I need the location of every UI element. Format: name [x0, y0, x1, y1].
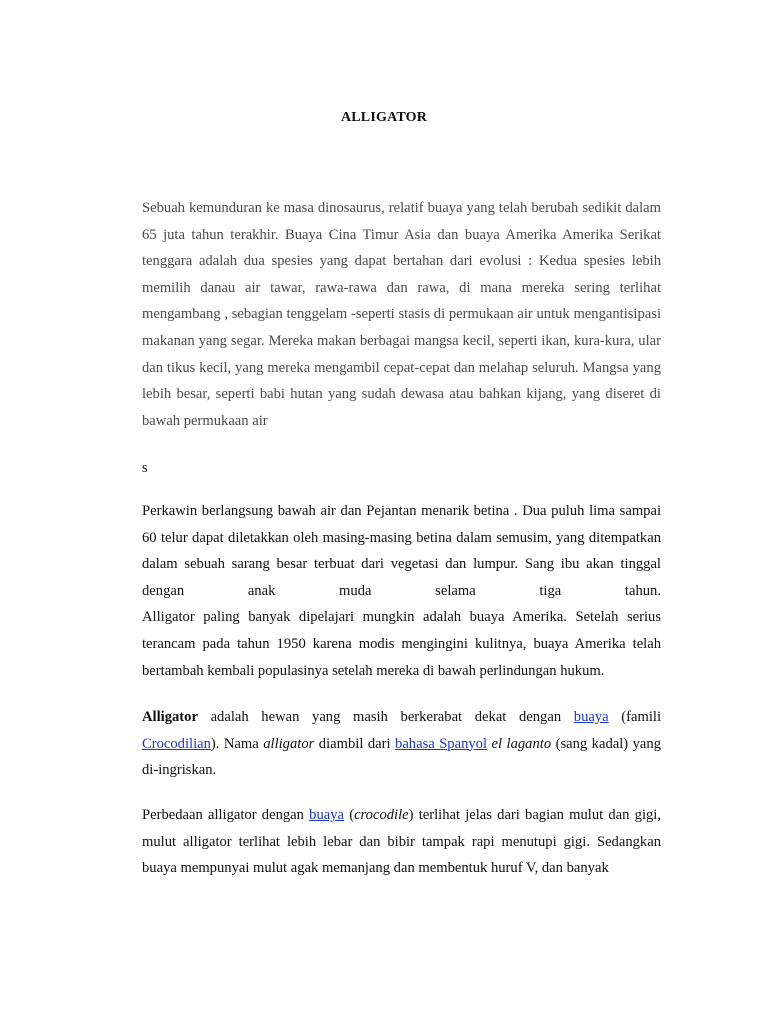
- differences-text-1: Perbedaan alligator dengan: [142, 807, 310, 823]
- paragraph-breeding-sentence-2: Alligator paling banyak dipelajari mungkin adalah buaya Amerika. Setelah serius terancam pada tahun 1950 karena modis mengingini kulitnya, buaya Amerika telah bertambah kembali populasinya setelah mereka di bawah perlindungan hukum.: [142, 609, 661, 679]
- link-buaya[interactable]: buaya: [573, 709, 609, 725]
- term-alligator-bold: Alligator: [142, 709, 198, 725]
- italic-el-laganto: el laganto: [491, 735, 552, 752]
- definition-text-2: (famili: [608, 709, 661, 725]
- stray-character: s: [142, 460, 148, 476]
- differences-text-2: (: [344, 807, 355, 823]
- document-title: ALLIGATOR: [340, 110, 428, 125]
- definition-text-6: (sang kadal) yang di-ingriskan.: [142, 735, 661, 779]
- paragraph-intro: Sebuah kemunduran ke masa dinosaurus, relatif buaya yang telah berubah sedikit dalam 65 juta tahun terakhir. Buaya Cina Timur Asia dan buaya Amerika Amerika Serikat tenggara adalah dua spesies yang dapat bertahan dari evolusi : Kedua spesies lebih memilih danau air tawar, rawa-rawa dan rawa, di mana mereka sering terlihat mengambang , sebagian tenggelam -seperti stasis di permukaan air untuk mengantisipasi makanan yang segar. Mereka makan berbagai mangsa kecil, seperti ikan, kura-kura, ular dan tikus kecil, yang mereka mengambil cepat-cepat dan melahap seluruh. Mangsa yang lebih besar, seperti babi hutan yang sudah dewasa atau bahkan kijang, yang diseret di bawah permukaan air: [142, 200, 661, 429]
- paragraph-breeding: [142, 498, 661, 684]
- definition-text-4: diambil dari: [314, 735, 396, 752]
- definition-text-3: ). Nama: [210, 735, 264, 752]
- paragraph-differences: [142, 802, 661, 882]
- italic-crocodile: crocodile: [354, 807, 409, 823]
- italic-alligator: alligator: [263, 735, 315, 752]
- link-crocodilian[interactable]: Crocodilian: [142, 735, 211, 752]
- definition-text-1: adalah hewan yang masih berkerabat dekat dengan: [197, 709, 574, 725]
- differences-text-3: ) terlihat jelas dari bagian mulut dan gigi, mulut alligator terlihat lebih lebar dan bibir tampak rapi menutupi gigi. Sedangkan buaya mempunyai mulut agak memanjang dan membentuk huruf V, dan banyak: [142, 807, 661, 877]
- link-buaya-2[interactable]: buaya: [309, 807, 344, 823]
- link-bahasa-spanyol[interactable]: bahasa Spanyol: [395, 735, 488, 752]
- paragraph-breeding-sentence-1: Perkawin berlangsung bawah air dan Pejantan menarik betina . Dua puluh lima sampai 60 telur dapat diletakkan oleh masing-masing betina dalam semusim, yang ditempatkan dalam sebuah sarang besar terbuat dari vegetasi dan lumpur. Sang ibu akan tinggal dengan anak muda selama tiga tahun.: [142, 503, 661, 599]
- paragraph-definition: [142, 704, 661, 784]
